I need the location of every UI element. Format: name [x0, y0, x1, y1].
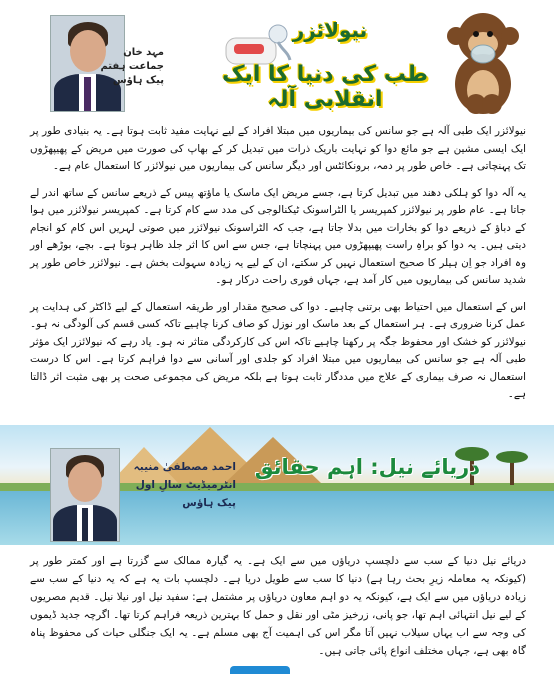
article1-body: [30, 123, 526, 413]
author-block-2: [124, 458, 236, 512]
article2-title: دریائے نیل: اہم حقائق: [254, 455, 480, 479]
author-school: پیک ہاؤس: [182, 497, 236, 509]
article1-paragraph-2: یہ آلہ دوا کو ہلکی دھند میں تبدیل کرتا ہے، جسے مریض ایک ماسک یا ماؤتھ پیس کے ذریعے سانس کے ساتھ اندر لے جاتا ہے۔ عام طور پر نیولائزر کمپریسر یا الٹراسونک ٹیکنالوجی کی مدد سے کام کرتا ہے۔ کمپریسر نیولائزر میں ہوا کے دباؤ کے ذریعے دوا کو بخارات میں بدلا جاتا ہے، جب کہ الٹراسونک نیولائزر میں صوتی لہریں اس کام کو انجام دیتی ہیں۔ یہ دوا کو براہِ راست پھیپھڑوں میں پہنچاتا ہے، جس سے اس کا اثر جلد ظاہر ہوتا ہے۔ بچے، بوڑھے اور وہ افراد جو اِن ہیلر کا صحیح استعمال نہیں کر سکتے، ان کے لیے یہ زیادہ سہولت بخش ہے۔ نیولائزر خاص طور پر شدید سانس کی بیماریوں میں کار آمد ہے، جہاں فوری راحت درکار ہو۔: [30, 186, 526, 286]
page-footer-tab: [230, 666, 290, 674]
article1-paragraph-3: اس کے استعمال میں احتیاط بھی برتنی چاہیے۔ دوا کی صحیح مقدار اور طریقہ استعمال کے لیے ڈاکٹر کی ہدایت پر عمل کرنا ضروری ہے۔ ہر استعمال کے بعد ماسک اور نوزل کو صاف کرنا چاہیے تاکہ کسی قسم کی آلودگی نہ ہو۔ نیولائزر کو خشک اور محفوظ جگہ پر رکھنا چاہیے تاکہ اس کی کارکردگی متاثر نہ ہو۔ یاد رہے کہ نیولائزر ایک مؤثر طبی آلہ ہے جو سانس کی بیماریوں میں مبتلا افراد کو جلدی اور آسانی سے دوا فراہم کرتا ہے۔ اس کا درست استعمال نہ صرف بیماری کے علاج میں مددگار ثابت ہوتا ہے بلکہ مریض کی مجموعی صحت پر بھی مثبت اثر ڈالتا ہے۔: [30, 300, 526, 400]
author-block-1: [100, 46, 164, 88]
article1-paragraph-1: نیولائزر ایک طبی آلہ ہے جو سانس کی بیماریوں میں مبتلا افراد کے لیے نہایت مفید ثابت ہوتا ہے۔ یہ بنیادی طور پر ایک ایسی مشین ہے جو مائع دوا کو نہایت باریک ذرات میں تبدیل کر کے بھاپ کی صورت میں مریض کے پھیپھڑوں تک پہنچاتی ہے۔ خاص طور پر دمہ، برونکائٹس اور دیگر سانس کی بیماریوں میں نیولائزر کا استعمال عام ہے۔: [30, 125, 526, 172]
article1-title-top: نیولائزر: [292, 18, 368, 42]
author-school: پیک ہاؤس: [112, 75, 164, 86]
author-class: انٹرمیڈیٹ سالِ اول: [135, 479, 236, 491]
author-name: مہد خان: [123, 47, 164, 58]
article2-body: [30, 552, 526, 669]
article1-title: طب کی دنیا کا ایک انقلابی آلہ: [222, 62, 428, 112]
author-photo-2: [50, 448, 120, 542]
monkey-toy-icon: [438, 6, 528, 118]
author-name: احمد مصطفیٰ منیبہ: [133, 461, 236, 473]
article2-paragraph: دریائے نیل دنیا کے سب سے دلچسپ دریاؤں میں سے ایک ہے۔ یہ گیارہ ممالک سے گزرتا ہے اور کمتر طور پر (کیونکہ یہ معاملہ زیرِ بحث رہا ہے) دنیا کا سب سے طویل دریا ہے۔ دلچسپ بات یہ ہے کہ یہ دنیا کے سب سے زیادہ دریاؤں میں سے ایک ہے، کیونکہ یہ دو اہم معاون دریاؤں پر مشتمل ہے: سفید نیل اور نیلا نیل۔ قدیم مصریوں کے لیے نیل انتہائی اہم تھا، جو پانی، زرخیز مٹی اور نقل و حمل کا بہترین ذریعہ فراہم کرتا تھا۔ اگرچہ جدید ڈیموں کی وجہ سے اب یہاں سیلاب نہیں آتا مگر اس کی اہمیت آج بھی مسلم ہے۔ یہ ایک جنگلی حیات کی محفوظ پناہ گاہ بھی ہے، جہاں مختلف انواع پائی جاتی ہیں۔: [30, 555, 526, 657]
author-class: جماعت ہفتم: [100, 61, 164, 72]
